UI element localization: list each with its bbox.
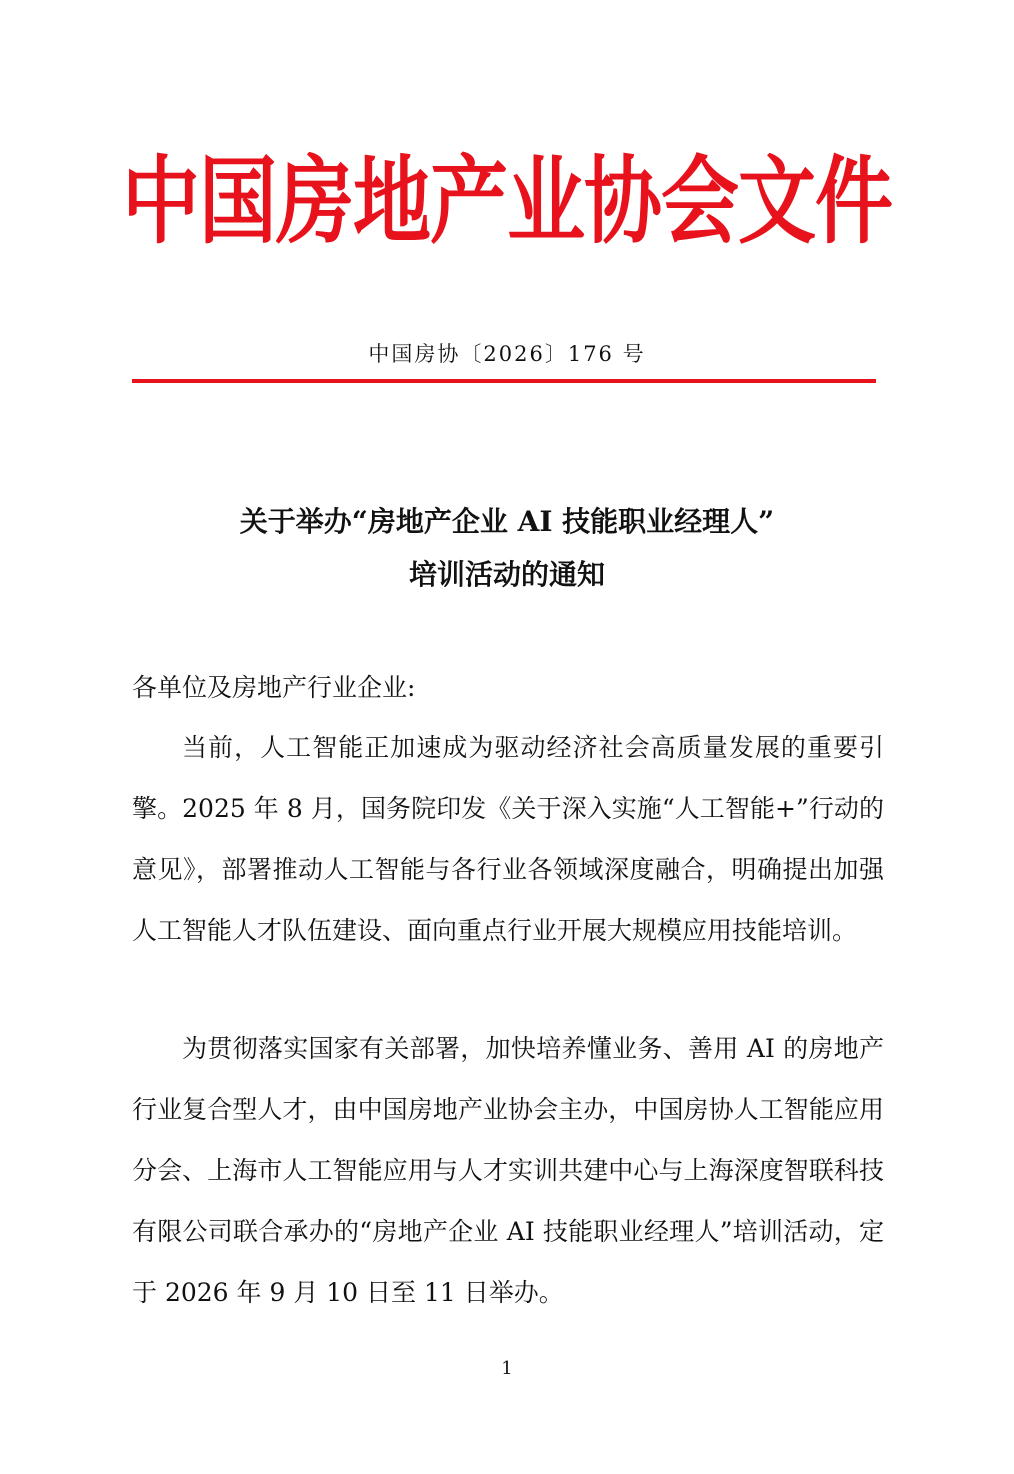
body-paragraph-2: 为贯彻落实国家有关部署，加快培养懂业务、善用 AI 的房地产行业复合型人才，由中国房地产业协会主办，中国房协人工智能应用分会、上海市人工智能应用与人才实训共建中心与上海深度智联科技有限公司联合承办的“房地产企业 AI 技能职业经理人”培训活动，定于 2026 年 9 月 10 日至 11 日举办。	[132, 1034, 884, 1307]
page-number: 1	[501, 1358, 513, 1379]
notice-title-line-1: 关于举办“房地产企业 AI 技能职业经理人”	[239, 505, 775, 538]
body-paragraph-1: 当前，人工智能正加速成为驱动经济社会高质量发展的重要引擎。2025 年 8 月，国务院印发《关于深入实施“人工智能+”行动的意见》，部署推动人工智能与各行业各领域深度融合，明确提出加强人工智能人才队伍建设、面向重点行业开展大规模应用技能培训。	[132, 733, 884, 945]
document-number: 中国房协〔2026〕176 号	[368, 342, 646, 366]
red-divider-line	[132, 379, 876, 383]
notice-title-line-2: 培训活动的通知	[408, 558, 605, 591]
masthead-title: 中国房地产业协会文件	[121, 146, 892, 258]
salutation: 各单位及房地产行业企业:	[132, 673, 416, 702]
